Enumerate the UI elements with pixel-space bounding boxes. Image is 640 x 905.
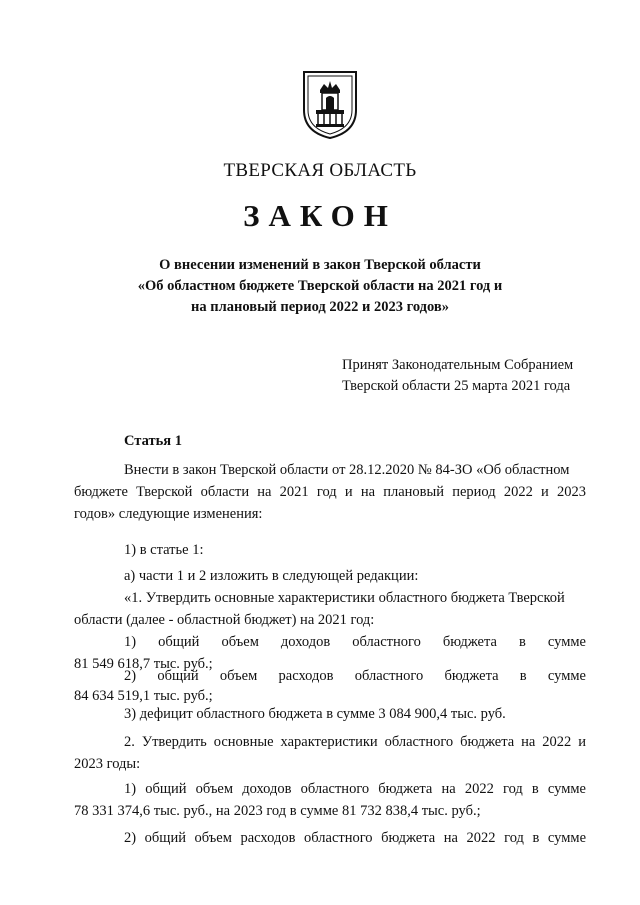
part-2-line: 2. Утвердить основные характеристики областного бюджета на 2022 и [124, 734, 586, 750]
region-name: ТВЕРСКАЯ ОБЛАСТЬ [223, 160, 417, 181]
adoption-note [342, 355, 573, 397]
law-title-line: «Об областном бюджете Тверской области на 2021 год и [137, 278, 503, 294]
intro-line: Внести в закон Тверской области от 28.12.2020 № 84-ЗО «Об областном [124, 462, 570, 478]
law-title [0, 255, 640, 318]
deficit-item: 3) дефицит областного бюджета в сумме 3 084 900,4 тыс. руб. [124, 706, 506, 722]
income-item-line: 1) общий объем доходов областного бюджета в сумме [124, 634, 586, 650]
law-title-line: О внесении изменений в закон Тверской области [159, 257, 481, 273]
part-1-line: «1. Утвердить основные характеристики областного бюджета Тверской [124, 590, 565, 606]
income-2022-line: 78 331 374,6 тыс. руб., на 2023 год в сумме 81 732 838,4 тыс. руб.; [74, 803, 481, 819]
item-a: а) части 1 и 2 изложить в следующей редакции: [124, 568, 419, 584]
document-type: ЗАКОН [243, 198, 397, 233]
part-2-line: 2023 годы: [74, 756, 141, 772]
law-title-line: на плановый период 2022 и 2023 годов» [191, 299, 449, 315]
intro-line: годов» следующие изменения: [74, 506, 263, 522]
adoption-line: Принят Законодательным Собранием [342, 357, 574, 373]
article-heading: Статья 1 [124, 433, 182, 449]
item-1: 1) в статье 1: [124, 542, 204, 558]
intro-line: бюджете Тверской области на 2021 год и на плановый период 2022 и 2023 [74, 484, 586, 500]
part-1-line: области (далее - областной бюджет) на 2021 год: [74, 612, 375, 628]
tver-coat-of-arms-icon [302, 70, 358, 140]
adoption-line: Тверской области 25 марта 2021 года [342, 378, 571, 394]
expense-item-line: 84 634 519,1 тыс. руб.; [74, 688, 213, 704]
expense-2022-line: 2) общий объем расходов областного бюджета на 2022 год в сумме [124, 830, 586, 846]
income-2022-line: 1) общий объем доходов областного бюджета на 2022 год в сумме [124, 781, 586, 797]
expense-item-line: 2) общий объем расходов областного бюджета в сумме [124, 668, 586, 684]
income-item-line: 81 549 618,7 тыс. руб.; [74, 656, 213, 672]
